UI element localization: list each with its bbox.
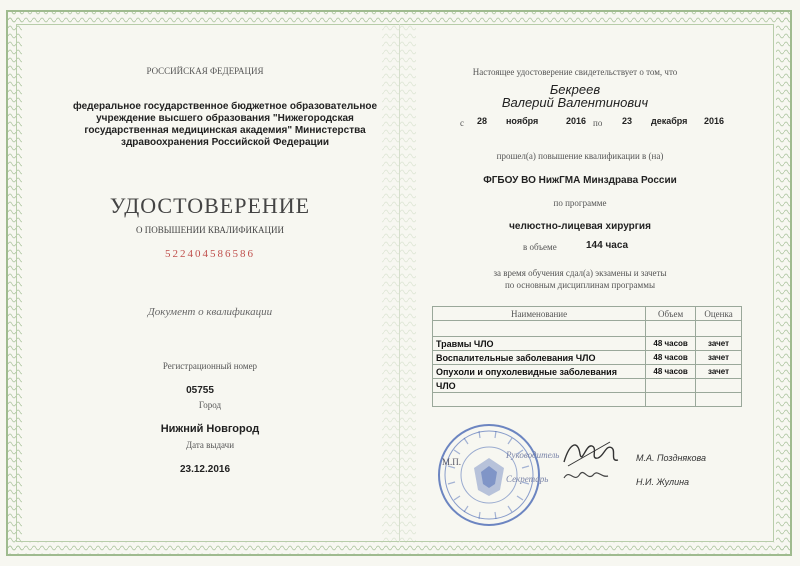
from-year: 2016 [566, 116, 587, 126]
table-row [433, 351, 742, 365]
institution: ФГБОУ ВО НижГМА Минздрава России [483, 175, 677, 186]
to-month: декабря [651, 116, 688, 126]
to-day: 23 [622, 116, 633, 126]
org-line-2: учреждение высшего образования "Нижегородская [96, 113, 354, 124]
intro-text: Настоящее удостоверение свидетельствует о том, что [472, 67, 678, 77]
secretary-signature-icon [560, 464, 610, 486]
discipline-grade: зачет [696, 337, 742, 351]
surname: Бекреев [549, 82, 601, 97]
volume-hours: 144 часа [586, 240, 629, 251]
secretary-label: Секретарь [506, 474, 549, 484]
discipline-volume: 48 часов [646, 337, 696, 351]
passed-text: прошел(а) повышение квалификации в (на) [496, 151, 664, 161]
serial-number: 522404586586 [165, 248, 255, 260]
discipline-volume [646, 393, 696, 407]
issue-date-label: Дата выдачи [185, 440, 235, 450]
discipline-grade [696, 393, 742, 407]
document-subtitle: О ПОВЫШЕНИИ КВАЛИФИКАЦИИ [135, 225, 285, 235]
table-row [433, 337, 742, 351]
volume-label: в объеме [523, 242, 557, 252]
column-header-volume: Объем [646, 307, 696, 321]
city: Нижний Новгород [160, 423, 260, 435]
discipline-name: Воспалительные заболевания ЧЛО [433, 351, 646, 365]
exams-line-1: за время обучения сдал(а) экзамены и зачеты [493, 268, 667, 278]
to-year: 2016 [704, 116, 725, 126]
table-row [433, 321, 742, 337]
discipline-volume [646, 379, 696, 393]
head-name: М.А. Позднякова [636, 453, 707, 463]
exams-line-2: по основным дисциплинам программы [504, 280, 655, 290]
from-prefix: с [460, 118, 464, 128]
program-label: по программе [553, 198, 607, 208]
registration-number: 05755 [186, 385, 214, 396]
full-name: Валерий Валентинович [501, 95, 649, 110]
table-header-row [433, 307, 742, 321]
country-label: РОССИЙСКАЯ ФЕДЕРАЦИЯ [146, 66, 264, 76]
discipline-name [433, 393, 646, 407]
discipline-grade: зачет [696, 351, 742, 365]
from-day: 28 [477, 116, 488, 126]
table-row [433, 393, 742, 407]
secretary-name: Н.И. Жулина [636, 477, 690, 487]
discipline-grade [696, 379, 742, 393]
org-line-4: здравоохранения Российской Федерации [120, 137, 329, 148]
discipline-name: Травмы ЧЛО [433, 337, 646, 351]
discipline-grade: зачет [696, 365, 742, 379]
document-type: Документ о квалификации [147, 306, 273, 318]
org-line-3: государственная медицинская академия" Министерства [84, 125, 366, 136]
to-prefix: по [593, 118, 603, 128]
table-row [433, 379, 742, 393]
discipline-name: ЧЛО [433, 379, 646, 393]
grades-table [432, 306, 742, 407]
registration-label: Регистрационный номер [162, 361, 258, 371]
discipline-volume: 48 часов [646, 351, 696, 365]
organization-name [60, 101, 390, 149]
from-month: ноября [506, 116, 539, 126]
document-title: УДОСТОВЕРЕНИЕ [109, 193, 311, 218]
discipline-name: Опухоли и опухолевидные заболевания [433, 365, 646, 379]
fold-line [399, 24, 400, 542]
table-row [433, 365, 742, 379]
column-header-name: Наименование [433, 307, 646, 321]
column-header-grade: Оценка [696, 307, 742, 321]
program-name: челюстно-лицевая хирургия [509, 221, 651, 232]
city-label: Город [198, 400, 222, 410]
org-line-1: федеральное государственное бюджетное образовательное [72, 101, 378, 112]
seal-place-label: М.П. [442, 457, 462, 467]
discipline-volume: 48 часов [646, 365, 696, 379]
issue-date: 23.12.2016 [179, 464, 231, 475]
head-label: Руководитель [506, 450, 560, 460]
